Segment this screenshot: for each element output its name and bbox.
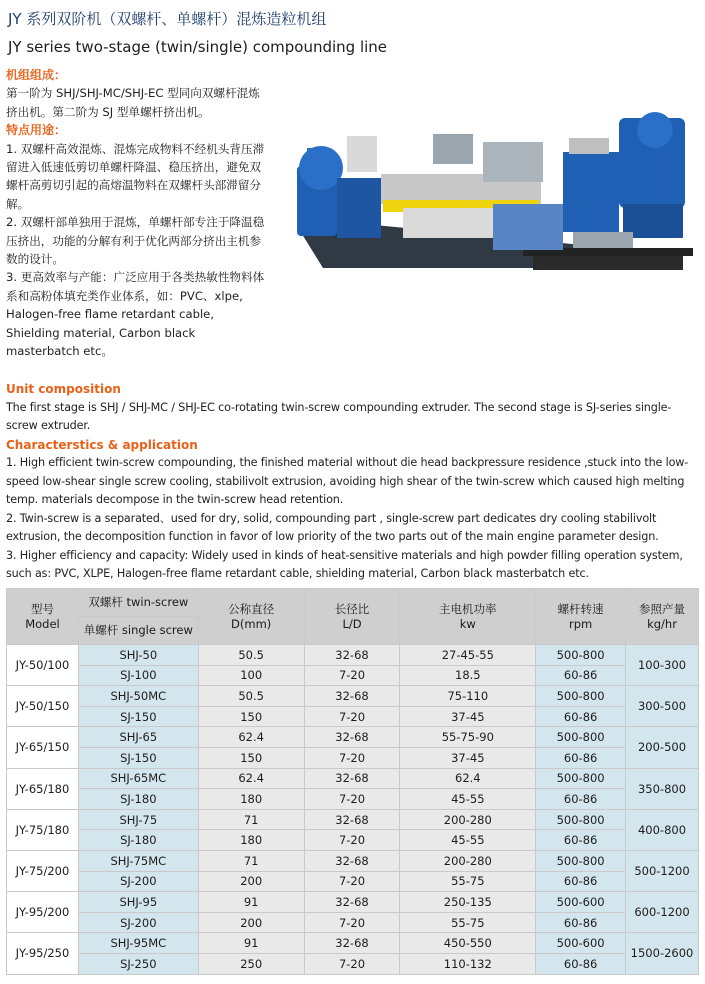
header-diameter: 公称直径 D(mm) — [198, 589, 304, 645]
compounding-line-illustration — [283, 108, 695, 282]
header-power: 主电机功率 kw — [400, 589, 536, 645]
cn-description — [6, 66, 268, 361]
header-twin-screw: 双螺杆 twin-screw — [78, 589, 198, 617]
cn-point-1: 1. 双螺杆高效混炼、混炼完成物料不经机头背压滞留进入低速低剪切单螺杆降温、稳压挤出，避免双螺杆高剪切引起的高熔温物料在双螺杆头部滞留分解。 — [6, 141, 265, 211]
en-unit-text: The first stage is SHJ / SHJ-MC / SHJ-EC co-rotating twin-screw compounding extruder. The second stage is SJ-series single-screw extruder. — [6, 400, 672, 432]
table-row: JY-95/250 SHJ-95MC 91 32-68 450-550 500-600 1500-2600 — [7, 933, 699, 954]
en-char-heading: Characterstics & application — [6, 437, 198, 452]
header-model: 型号 Model — [7, 589, 79, 645]
page-title-cn: JY 系列双阶机（双螺杆、单螺杆）混炼造粒机组 — [8, 10, 327, 28]
cn-unit-text: 第一阶为 SHJ/SHJ-MC/SHJ-EC 型同向双螺杆混炼挤出机。第二阶为 SJ 型单螺杆挤出机。 — [6, 86, 260, 119]
en-description — [6, 380, 700, 584]
en-point-1: 1. High efficient twin-screw compounding, the finished material without die head backpressure residence ,stuck into the low-speed low-shear single screw cooling, stabilivolt extrusion, avoiding high shear of the twin-screw which caused high melting temp. materials decompose in the twin-screw head retention. — [6, 456, 689, 506]
table-row: SJ-180 180 7-20 45-55 60-86 — [7, 830, 699, 851]
table-row: JY-50/150 SHJ-50MC 50.5 32-68 75-110 500-800 300-500 — [7, 686, 699, 707]
cn-point-3: 3. 更高效率与产能：广泛应用于各类热敏性物料体系和高粉体填充类作业体系，如：PVC、xlpe, Halogen-free flame retardant cable, Shielding material, Carbon black masterbatch etc。 — [6, 270, 265, 359]
table-row: JY-65/150 SHJ-65 62.4 32-68 55-75-90 500-800 200-500 — [7, 727, 699, 748]
header-single-screw: 单螺杆 single screw — [78, 617, 198, 645]
table-row: SJ-150 150 7-20 37-45 60-86 — [7, 706, 699, 727]
header-ld: 长径比 L/D — [304, 589, 400, 645]
table-row: SJ-150 150 7-20 37-45 60-86 — [7, 747, 699, 768]
en-unit-heading: Unit composition — [6, 382, 121, 396]
table-row: SJ-180 180 7-20 45-55 60-86 — [7, 789, 699, 810]
header-speed: 螺杆转速 rpm — [536, 589, 626, 645]
cn-char-heading: 特点用途： — [6, 123, 67, 138]
table-row: SJ-100 100 7-20 18.5 60-86 — [7, 665, 699, 686]
header-output: 参照产量 kg/hr — [626, 589, 699, 645]
table-row: JY-75/180 SHJ-75 71 32-68 200-280 500-800 400-800 — [7, 809, 699, 830]
table-row: JY-95/200 SHJ-95 91 32-68 250-135 500-600 600-1200 — [7, 892, 699, 913]
en-point-3: 3. Higher efficiency and capacity: Widely used in kinds of heat-sensitive materials and high powder filling operation system, such as: PVC, XLPE, Halogen-free flame retardant cable, shielding material, Carbon black masterbatch etc. — [6, 548, 683, 580]
cn-unit-heading: 机组组成： — [6, 68, 67, 82]
table-row: JY-50/100 SHJ-50 50.5 32-68 27-45-55 500-800 100-300 — [7, 645, 699, 666]
table-row: SJ-200 200 7-20 55-75 60-86 — [7, 871, 699, 892]
table-row: SJ-250 250 7-20 110-132 60-86 — [7, 953, 699, 974]
table-row: JY-65/180 SHJ-65MC 62.4 32-68 62.4 500-800 350-800 — [7, 768, 699, 789]
spec-table — [6, 588, 699, 975]
en-point-2: 2. Twin-screw is a separated、used for dry, solid, compounding part , single-screw part dedicates dry cooling stabilivolt extrusion, the decomposition function in favor of low priority of the two parts out of the main engine parameter design. — [6, 511, 659, 543]
table-row: SJ-200 200 7-20 55-75 60-86 — [7, 912, 699, 933]
cn-point-2: 2. 双螺杆部单独用于混炼，单螺杆部专注于降温稳压挤出，功能的分解有利于优化两部分挤出主机参数的设计。 — [6, 215, 265, 267]
page-title-en: JY series two-stage (twin/single) compounding line — [8, 38, 388, 56]
table-row: JY-75/200 SHJ-75MC 71 32-68 200-280 500-800 500-1200 — [7, 850, 699, 871]
